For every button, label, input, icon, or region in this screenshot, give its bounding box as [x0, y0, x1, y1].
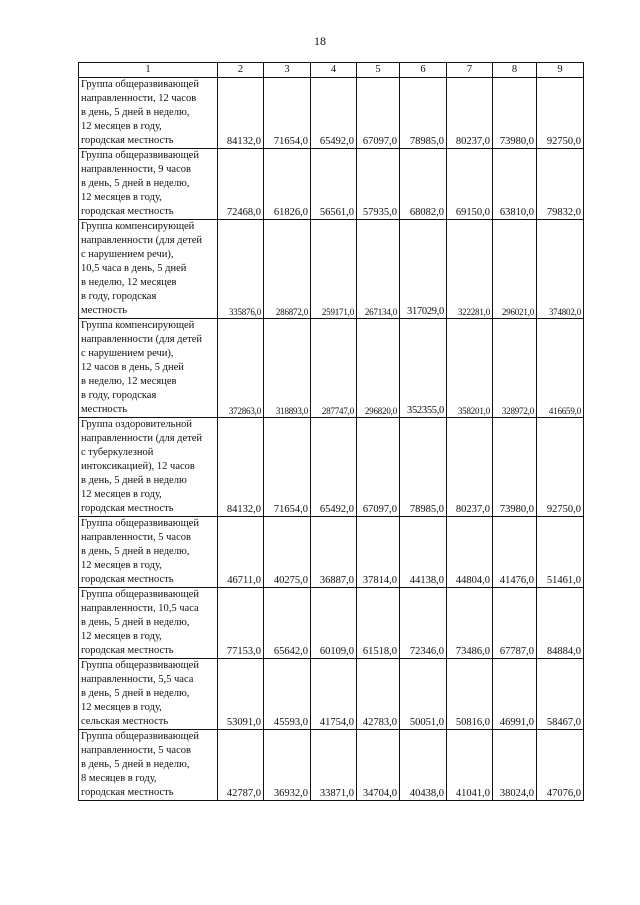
table-row: [79, 659, 584, 730]
group-description: Группа общеразвивающей направленности, 9 часов в день, 5 дней в неделю, 12 месяцев в году, городская местность: [79, 149, 218, 220]
table-cell: 65642,0: [264, 588, 311, 659]
table-cell: 317029,0: [400, 220, 447, 319]
table-cell: 63810,0: [493, 149, 537, 220]
table-cell: 40275,0: [264, 517, 311, 588]
table-row: [79, 319, 584, 418]
column-header: 3: [264, 63, 311, 78]
group-description: Группа общеразвивающей направленности, 5 часов в день, 5 дней в неделю, 12 месяцев в году, городская местность: [79, 517, 218, 588]
table-row: [79, 517, 584, 588]
table-cell: 69150,0: [447, 149, 493, 220]
group-description: Группа компенсирующей направленности (для детей с нарушением речи), 10,5 часа в день, 5 дней в неделю, 12 месяцев в году, городская местность: [79, 220, 218, 319]
table-cell: 38024,0: [493, 730, 537, 801]
table-cell: 45593,0: [264, 659, 311, 730]
table-cell: 92750,0: [537, 78, 584, 149]
table-cell: 372863,0: [218, 319, 264, 418]
table-cell: 374802,0: [537, 220, 584, 319]
table-cell: 37814,0: [357, 517, 400, 588]
table-cell: 71654,0: [264, 78, 311, 149]
table-cell: 56561,0: [311, 149, 357, 220]
column-header: 6: [400, 63, 447, 78]
group-description: Группа оздоровительной направленности (для детей с туберкулезной интоксикацией), 12 часов в день, 5 дней в неделю 12 месяцев в году, городская местность: [79, 418, 218, 517]
table-row: [79, 418, 584, 517]
table-cell: 80237,0: [447, 78, 493, 149]
table-cell: 67097,0: [357, 78, 400, 149]
table-cell: 79832,0: [537, 149, 584, 220]
table-cell: 47076,0: [537, 730, 584, 801]
column-number-row: [79, 63, 584, 78]
table-cell: 40438,0: [400, 730, 447, 801]
table-cell: 53091,0: [218, 659, 264, 730]
column-header: 1: [79, 63, 218, 78]
table-cell: 73486,0: [447, 588, 493, 659]
table-row: [79, 78, 584, 149]
table-cell: 416659,0: [537, 319, 584, 418]
table-row: [79, 220, 584, 319]
table-cell: 50051,0: [400, 659, 447, 730]
column-header: 4: [311, 63, 357, 78]
table-cell: 352355,0: [400, 319, 447, 418]
table-cell: 36887,0: [311, 517, 357, 588]
column-header: 8: [493, 63, 537, 78]
table-cell: 61518,0: [357, 588, 400, 659]
group-description: Группа общеразвивающей направленности, 10,5 часа в день, 5 дней в неделю, 12 месяцев в году, городская местность: [79, 588, 218, 659]
table-cell: 318893,0: [264, 319, 311, 418]
table-cell: 50816,0: [447, 659, 493, 730]
table-cell: 286872,0: [264, 220, 311, 319]
table-cell: 78985,0: [400, 78, 447, 149]
table-cell: 84884,0: [537, 588, 584, 659]
table-row: [79, 730, 584, 801]
table-cell: 46991,0: [493, 659, 537, 730]
table-cell: 41754,0: [311, 659, 357, 730]
column-header: 9: [537, 63, 584, 78]
table-cell: 33871,0: [311, 730, 357, 801]
column-header: 5: [357, 63, 400, 78]
column-header: 7: [447, 63, 493, 78]
table-cell: 42783,0: [357, 659, 400, 730]
table-cell: 60109,0: [311, 588, 357, 659]
table-cell: 77153,0: [218, 588, 264, 659]
table-cell: 287747,0: [311, 319, 357, 418]
table-cell: 44804,0: [447, 517, 493, 588]
table-cell: 322281,0: [447, 220, 493, 319]
table-cell: 67787,0: [493, 588, 537, 659]
column-header: 2: [218, 63, 264, 78]
table-cell: 92750,0: [537, 418, 584, 517]
table-cell: 267134,0: [357, 220, 400, 319]
table-cell: 84132,0: [218, 78, 264, 149]
table-cell: 65492,0: [311, 78, 357, 149]
table-cell: 51461,0: [537, 517, 584, 588]
table-cell: 78985,0: [400, 418, 447, 517]
table-cell: 65492,0: [311, 418, 357, 517]
group-description: Группа общеразвивающей направленности, 5 часов в день, 5 дней в неделю, 8 месяцев в году, городская местность: [79, 730, 218, 801]
table-row: [79, 588, 584, 659]
table-cell: 72346,0: [400, 588, 447, 659]
table-cell: 61826,0: [264, 149, 311, 220]
table-cell: 80237,0: [447, 418, 493, 517]
table-cell: 84132,0: [218, 418, 264, 517]
table-cell: 46711,0: [218, 517, 264, 588]
group-description: Группа общеразвивающей направленности, 5,5 часа в день, 5 дней в неделю, 12 месяцев в году, сельская местность: [79, 659, 218, 730]
page-number: 18: [314, 34, 326, 48]
table-cell: 36932,0: [264, 730, 311, 801]
table-cell: 73980,0: [493, 418, 537, 517]
table-cell: 335876,0: [218, 220, 264, 319]
table-cell: 44138,0: [400, 517, 447, 588]
table-cell: 296820,0: [357, 319, 400, 418]
table-cell: 296021,0: [493, 220, 537, 319]
table-cell: 328972,0: [493, 319, 537, 418]
table-cell: 42787,0: [218, 730, 264, 801]
table-cell: 41476,0: [493, 517, 537, 588]
table-cell: 68082,0: [400, 149, 447, 220]
table-cell: 73980,0: [493, 78, 537, 149]
table-cell: 71654,0: [264, 418, 311, 517]
table-cell: 259171,0: [311, 220, 357, 319]
table-row: [79, 149, 584, 220]
table-cell: 72468,0: [218, 149, 264, 220]
table-cell: 34704,0: [357, 730, 400, 801]
table-cell: 57935,0: [357, 149, 400, 220]
group-description: Группа общеразвивающей направленности, 12 часов в день, 5 дней в неделю, 12 месяцев в году, городская местность: [79, 78, 218, 149]
table-cell: 41041,0: [447, 730, 493, 801]
group-description: Группа компенсирующей направленности (для детей с нарушением речи), 12 часов в день, 5 дней в неделю, 12 месяцев в году, городская местность: [79, 319, 218, 418]
table-cell: 58467,0: [537, 659, 584, 730]
table-cell: 67097,0: [357, 418, 400, 517]
cost-table: [78, 62, 584, 801]
table-cell: 358201,0: [447, 319, 493, 418]
